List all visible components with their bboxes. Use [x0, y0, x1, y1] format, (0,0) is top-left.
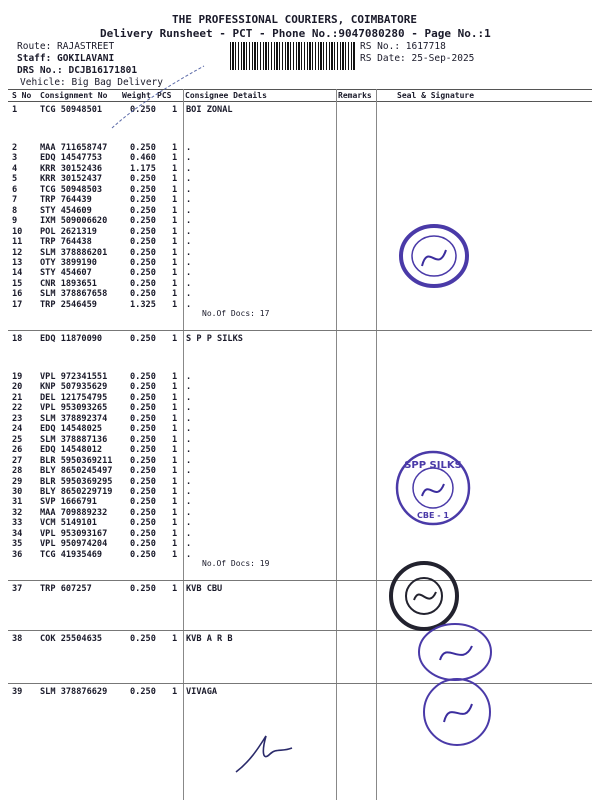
row-sno: 28 [12, 466, 23, 477]
row-weight: 0.250 [130, 334, 156, 344]
row-weight: 0.250 [130, 584, 156, 594]
row-pcs: 1 [172, 476, 178, 487]
row-consignee-dot: . [186, 289, 192, 300]
row-pcs: 1 [172, 528, 178, 539]
route: Route: RAJASTREET [17, 41, 115, 52]
row-pcs: 1 [172, 216, 178, 227]
row-consignee-dot: . [186, 299, 192, 310]
row-pcs: 1 [172, 372, 178, 382]
row-consignee-dot: . [186, 466, 192, 477]
row-weight: 0.250 [130, 237, 156, 248]
group-rule [8, 630, 592, 631]
row-consignee-dot: . [186, 382, 192, 393]
row-pcs: 1 [172, 392, 178, 403]
row-consignee-dot: . [186, 184, 192, 195]
row-pcs: 1 [172, 445, 178, 456]
row-pcs: 1 [172, 174, 178, 185]
row-consignment: SLM 378887136 [40, 434, 108, 445]
row-sno: 5 [12, 174, 18, 185]
row-weight: 0.250 [130, 372, 156, 382]
row-sno: 15 [12, 278, 23, 289]
row-consignment: BLY 8650245497 [40, 466, 113, 477]
row-consignment: KRR 30152436 [40, 163, 103, 174]
stamp-spp-label: SPP SILKS [404, 460, 462, 471]
row-consignment: SLM 378892374 [40, 413, 108, 424]
docs-count: No.Of Docs: 17 [202, 308, 270, 318]
row-pcs: 1 [172, 334, 178, 344]
row-consignee: KVB CBU [186, 584, 223, 594]
row-sno: 6 [12, 184, 18, 195]
row-weight: 0.250 [130, 216, 156, 227]
row-consignment: BLR 5950369295 [40, 476, 113, 487]
row-pcs: 1 [172, 153, 178, 164]
stamp-spp-silks [392, 448, 474, 528]
row-weight: 0.250 [130, 382, 156, 393]
row-weight: 0.250 [130, 528, 156, 539]
staff: Staff: GOKILAVANI [17, 53, 115, 64]
row-consignment: BLY 8650229719 [40, 486, 113, 497]
col-remarks: Remarks [338, 91, 372, 100]
row-pcs: 1 [172, 486, 178, 497]
row-sno: 34 [12, 528, 23, 539]
row-pcs: 1 [172, 403, 178, 414]
row-sno: 30 [12, 486, 23, 497]
row-weight: 0.250 [130, 497, 156, 508]
row-consignee-dot: . [186, 497, 192, 508]
row-sno: 13 [12, 257, 23, 268]
row-consignee-dot: . [186, 507, 192, 518]
table-top-rule [8, 89, 592, 90]
row-weight: 0.250 [130, 445, 156, 456]
barcode [230, 42, 355, 70]
row-sno: 36 [12, 549, 23, 560]
row-consignment: SLM 378886201 [40, 247, 108, 258]
col-consignment: Consignment No [40, 91, 108, 100]
row-consignee-dot: . [186, 434, 192, 445]
row-consignee-dot: . [186, 445, 192, 456]
row-pcs: 1 [172, 539, 178, 550]
row-consignment: KRR 30152437 [40, 174, 103, 185]
rs-date: RS Date: 25-Sep-2025 [360, 53, 475, 64]
row-consignee-dot: . [186, 528, 192, 539]
table-header-rule [8, 101, 592, 102]
row-consignee-dot: . [186, 153, 192, 164]
row-weight: 1.175 [130, 163, 156, 174]
group-rule [8, 330, 592, 331]
row-weight: 0.250 [130, 392, 156, 403]
row-weight: 0.250 [130, 174, 156, 185]
col-rule [336, 89, 337, 800]
stamp-boi [396, 222, 472, 290]
row-pcs: 1 [172, 455, 178, 466]
row-pcs: 1 [172, 382, 178, 393]
row-consignment: TRP 764439 [40, 195, 92, 206]
row-pcs: 1 [172, 497, 178, 508]
row-pcs: 1 [172, 195, 178, 206]
stamp-kvb-arb [416, 620, 494, 684]
row-sno: 18 [12, 334, 23, 344]
row-consignee-dot: . [186, 403, 192, 414]
row-consignment: TCG 41935469 [40, 549, 103, 560]
row-consignee-dot: . [186, 549, 192, 560]
row-pcs: 1 [172, 299, 178, 310]
row-weight: 0.250 [130, 403, 156, 414]
row-consignee-dot: . [186, 237, 192, 248]
row-consignment: EDQ 11870090 [40, 334, 103, 344]
col-rule [376, 89, 377, 800]
row-sno: 20 [12, 382, 23, 393]
row-sno: 23 [12, 413, 23, 424]
row-consignment: POL 2621319 [40, 226, 97, 237]
row-consignment: TRP 2546459 [40, 299, 97, 310]
row-sno: 27 [12, 455, 23, 466]
row-consignment: SLM 378876629 [40, 687, 108, 697]
row-weight: 1.325 [130, 299, 156, 310]
row-consignment: TRP 607257 [40, 584, 92, 594]
row-pcs: 1 [172, 247, 178, 258]
row-consignee-dot: . [186, 372, 192, 382]
group-rule [8, 580, 592, 581]
row-weight: 0.250 [130, 486, 156, 497]
row-consignee: KVB A R B [186, 634, 233, 644]
row-pcs: 1 [172, 549, 178, 560]
row-consignment: SVP 1666791 [40, 497, 97, 508]
row-consignment: VPL 953093167 [40, 528, 108, 539]
row-pcs: 1 [172, 434, 178, 445]
row-consignee-dot: . [186, 216, 192, 227]
row-consignee-dot: . [186, 174, 192, 185]
row-consignee-dot: . [186, 424, 192, 435]
row-weight: 0.250 [130, 413, 156, 424]
row-sno: 4 [12, 163, 18, 174]
row-sno: 1 [12, 105, 18, 115]
rs-no: RS No.: 1617718 [360, 41, 446, 52]
row-pcs: 1 [172, 289, 178, 300]
stamp-spp-sub: CBE - 1 [417, 511, 449, 520]
row-sno: 14 [12, 268, 23, 279]
row-consignment: TCG 50948501 [40, 105, 103, 115]
row-sno: 25 [12, 434, 23, 445]
row-sno: 38 [12, 634, 23, 644]
row-consignee-dot: . [186, 143, 192, 153]
row-weight: 0.250 [130, 226, 156, 237]
row-weight: 0.460 [130, 153, 156, 164]
row-consignment: TCG 50948503 [40, 184, 103, 195]
row-sno: 31 [12, 497, 23, 508]
col-rule [183, 89, 184, 800]
row-sno: 22 [12, 403, 23, 414]
row-pcs: 1 [172, 687, 178, 697]
row-sno: 35 [12, 539, 23, 550]
row-consignment: EDQ 14548025 [40, 424, 103, 435]
row-consignment: MAA 711658747 [40, 143, 108, 153]
row-sno: 3 [12, 153, 18, 164]
row-consignment: KNP 507935629 [40, 382, 108, 393]
row-sno: 9 [12, 216, 18, 227]
row-weight: 0.250 [130, 105, 156, 115]
row-pcs: 1 [172, 278, 178, 289]
row-sno: 37 [12, 584, 23, 594]
row-sno: 16 [12, 289, 23, 300]
row-weight: 0.250 [130, 634, 156, 644]
row-weight: 0.250 [130, 476, 156, 487]
row-consignment: VCM 5149101 [40, 518, 97, 529]
row-pcs: 1 [172, 184, 178, 195]
row-consignee-dot: . [186, 486, 192, 497]
row-consignee-dot: . [186, 392, 192, 403]
docs-count: No.Of Docs: 19 [202, 558, 270, 568]
row-sno: 17 [12, 299, 23, 310]
row-consignment: STY 454607 [40, 268, 92, 279]
drs-no: DRS No.: DCJB16171801 [17, 65, 138, 76]
row-weight: 0.250 [130, 143, 156, 153]
row-pcs: 1 [172, 584, 178, 594]
row-consignee-dot: . [186, 539, 192, 550]
row-consignee-dot: . [186, 476, 192, 487]
row-sno: 12 [12, 247, 23, 258]
header-stamp-mark [104, 58, 214, 138]
row-weight: 0.250 [130, 434, 156, 445]
row-weight: 0.250 [130, 278, 156, 289]
row-pcs: 1 [172, 205, 178, 216]
row-sno: 8 [12, 205, 18, 216]
row-consignment: EDQ 14547753 [40, 153, 103, 164]
row-pcs: 1 [172, 424, 178, 435]
row-consignee-dot: . [186, 195, 192, 206]
row-sno: 11 [12, 237, 23, 248]
row-sno: 32 [12, 507, 23, 518]
row-consignee-dot: . [186, 257, 192, 268]
row-consignment: STY 454609 [40, 205, 92, 216]
row-consignee-dot: . [186, 268, 192, 279]
row-consignment: IXM 509006620 [40, 216, 108, 227]
row-consignee: VIVAGA [186, 687, 218, 697]
row-consignee: BOI ZONAL [186, 105, 233, 115]
row-consignee-dot: . [186, 226, 192, 237]
row-weight: 0.250 [130, 539, 156, 550]
row-weight: 0.250 [130, 205, 156, 216]
row-consignment: TRP 764438 [40, 237, 92, 248]
row-consignee-dot: . [186, 455, 192, 466]
row-consignment: EDQ 14548012 [40, 445, 103, 456]
col-seal: Seal & Signature [397, 91, 475, 100]
row-consignee-dot: . [186, 278, 192, 289]
row-sno: 29 [12, 476, 23, 487]
row-consignment: BLR 5950369211 [40, 455, 113, 466]
row-consignment: OTY 3899190 [40, 257, 97, 268]
row-weight: 0.250 [130, 549, 156, 560]
row-sno: 10 [12, 226, 23, 237]
group-rule [8, 683, 592, 684]
row-sno: 19 [12, 372, 23, 382]
row-weight: 0.250 [130, 424, 156, 435]
runner-signature [232, 730, 312, 776]
row-pcs: 1 [172, 518, 178, 529]
row-consignee-dot: . [186, 247, 192, 258]
row-consignment: COK 25504635 [40, 634, 103, 644]
row-sno: 39 [12, 687, 23, 697]
row-consignment: DEL 121754795 [40, 392, 108, 403]
row-pcs: 1 [172, 507, 178, 518]
row-weight: 0.250 [130, 184, 156, 195]
row-weight: 0.250 [130, 466, 156, 477]
row-consignment: VPL 972341551 [40, 372, 108, 382]
row-consignment: MAA 709889232 [40, 507, 108, 518]
row-weight: 0.250 [130, 268, 156, 279]
row-weight: 0.250 [130, 455, 156, 466]
row-weight: 0.250 [130, 257, 156, 268]
col-consignee: Consignee Details [185, 91, 267, 100]
row-pcs: 1 [172, 257, 178, 268]
row-consignee-dot: . [186, 205, 192, 216]
row-consignment: VPL 950974204 [40, 539, 108, 550]
row-pcs: 1 [172, 634, 178, 644]
row-sno: 26 [12, 445, 23, 456]
row-consignment: SLM 378867658 [40, 289, 108, 300]
row-weight: 0.250 [130, 507, 156, 518]
vehicle: Vehicle: Big Bag Delivery [20, 77, 163, 88]
row-weight: 0.250 [130, 195, 156, 206]
runsheet-subtitle: Delivery Runsheet - PCT - Phone No.:9047080280 - Page No.:1 [100, 27, 491, 40]
row-consignee-dot: . [186, 518, 192, 529]
row-pcs: 1 [172, 413, 178, 424]
col-pcs: PCS [157, 91, 172, 100]
row-sno: 21 [12, 392, 23, 403]
row-consignee: S P P SILKS [186, 334, 243, 344]
col-weight: Weight [122, 91, 151, 100]
row-consignee-dot: . [186, 163, 192, 174]
row-sno: 24 [12, 424, 23, 435]
row-consignment: CNR 1893651 [40, 278, 97, 289]
row-pcs: 1 [172, 143, 178, 153]
row-consignee-dot: . [186, 413, 192, 424]
row-pcs: 1 [172, 226, 178, 237]
row-sno: 7 [12, 195, 18, 206]
row-consignment: VPL 953093265 [40, 403, 108, 414]
runsheet-title: THE PROFESSIONAL COURIERS, COIMBATORE [172, 13, 418, 26]
row-pcs: 1 [172, 105, 178, 115]
row-weight: 0.250 [130, 289, 156, 300]
row-sno: 2 [12, 143, 18, 153]
row-pcs: 1 [172, 237, 178, 248]
row-pcs: 1 [172, 268, 178, 279]
row-weight: 0.250 [130, 687, 156, 697]
stamp-vivaga [418, 676, 496, 748]
row-pcs: 1 [172, 163, 178, 174]
row-weight: 0.250 [130, 518, 156, 529]
row-sno: 33 [12, 518, 23, 529]
row-pcs: 1 [172, 466, 178, 477]
row-weight: 0.250 [130, 247, 156, 258]
col-sno: S No [12, 91, 32, 100]
